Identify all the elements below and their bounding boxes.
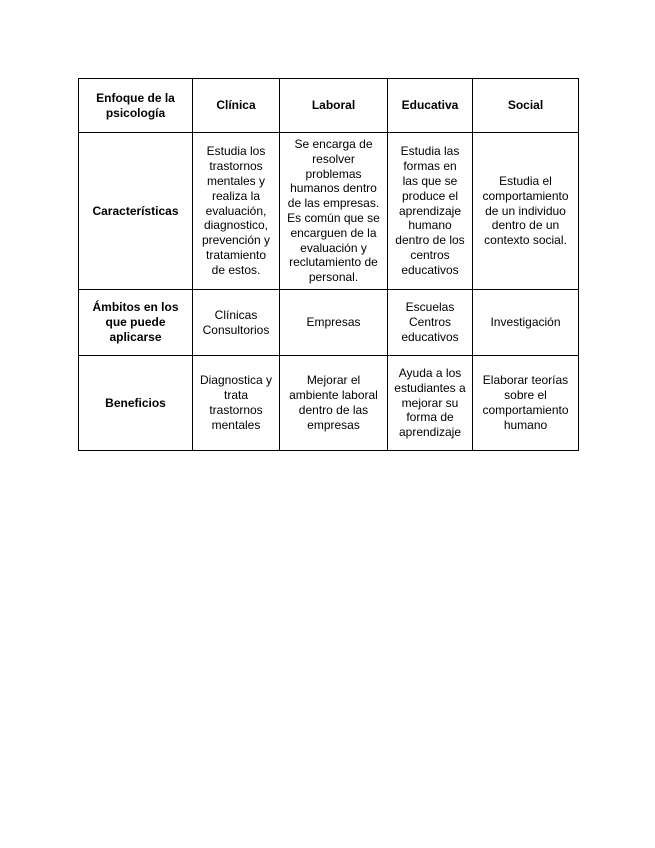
header-laboral: Laboral — [280, 79, 388, 133]
cell-caracteristicas-clinica — [193, 133, 280, 290]
cell-text-line: comportamiento — [482, 403, 569, 417]
cell-text-line: contexto social. — [484, 233, 567, 248]
cell-text-line: evaluación y — [300, 240, 367, 255]
cell-text-line: Elaborar teorías — [482, 373, 569, 388]
cell-caracteristicas-laboral — [280, 133, 388, 290]
cell-text-line: resolver — [312, 151, 355, 166]
cell-text-line: trastornos — [209, 159, 263, 174]
cell-text-line: empresas — [307, 417, 360, 432]
table-row-ambitos — [79, 290, 579, 356]
cell-text-line: Empresas — [306, 315, 361, 330]
cell-text-line: evaluación, — [205, 203, 267, 218]
cell-text-line: dentro de los — [395, 233, 465, 248]
cell-text-line: aprendizaje — [398, 203, 462, 218]
cell-text-line: de las empresas. — [287, 196, 380, 211]
cell-text-line: de estos. — [211, 262, 261, 277]
cell-text-line: ambiente laboral — [289, 388, 378, 403]
cell-text-line: Escuelas — [405, 300, 455, 315]
cell-text-line: formas en — [403, 159, 457, 174]
cell-text-line: centros — [410, 247, 450, 262]
cell-ambitos-educativa — [388, 290, 473, 356]
cell-text-line: Es común que se — [287, 211, 380, 225]
cell-ambitos-social — [473, 290, 579, 356]
cell-beneficios-educativa — [388, 356, 473, 451]
cell-text-line: las que se — [402, 174, 458, 188]
cell-text-line: prevención y — [201, 233, 271, 248]
cell-caracteristicas-social — [473, 133, 579, 290]
cell-beneficios-social — [473, 356, 579, 451]
cell-text-line: diagnostico, — [203, 218, 269, 233]
cell-text-line: Estudia las — [400, 144, 460, 159]
cell-text-line: produce el — [401, 188, 459, 203]
header-clinica: Clínica — [193, 79, 280, 133]
cell-text-line: educativos — [401, 329, 459, 344]
cell-text-line: humanos dentro — [290, 181, 377, 196]
cell-caracteristicas-educativa — [388, 133, 473, 290]
cell-text-line: encarguen de la — [290, 225, 377, 240]
row-label-beneficios: Beneficios — [79, 356, 193, 451]
cell-text-line: aprendizaje — [398, 425, 462, 440]
cell-text-line: reclutamiento de — [289, 255, 378, 270]
cell-text-line: de un individuo — [485, 203, 566, 218]
cell-text-line: mentales y — [206, 174, 266, 188]
cell-ambitos-clinica — [193, 290, 280, 356]
cell-text-line: problemas — [305, 166, 362, 181]
cell-text-line: mentales — [211, 417, 261, 432]
cell-text-line: mejorar su — [401, 395, 459, 410]
cell-text-line: Clínicas — [214, 307, 258, 322]
cell-text-line: Centros — [408, 315, 452, 330]
cell-text-line: educativos — [401, 262, 459, 277]
table-header-row — [79, 79, 579, 133]
cell-beneficios-clinica — [193, 356, 280, 451]
cell-text-line: realiza la — [211, 188, 261, 203]
cell-text-line: Consultorios — [202, 322, 270, 337]
header-educativa: Educativa — [388, 79, 473, 133]
cell-ambitos-laboral — [280, 290, 388, 356]
cell-text-line: Diagnostica y — [199, 373, 273, 388]
table-row-caracteristicas — [79, 133, 579, 290]
row-label-caracteristicas: Características — [79, 133, 193, 290]
cell-text-line: humano — [503, 417, 548, 432]
cell-text-line: humano — [408, 218, 452, 233]
table-row-beneficios — [79, 356, 579, 451]
cell-beneficios-laboral — [280, 356, 388, 451]
cell-text-line: dentro de las — [298, 403, 369, 417]
header-enfoque: Enfoque de la psicología — [79, 79, 193, 133]
cell-text-line: Estudia los — [206, 144, 266, 159]
cell-text-line: estudiantes a — [394, 380, 466, 395]
cell-text-line: tratamiento — [205, 247, 267, 262]
cell-text-line: Ayuda a los — [398, 366, 462, 380]
cell-text-line: sobre el — [504, 388, 547, 403]
header-social: Social — [473, 79, 579, 133]
cell-text-line: trastornos — [209, 403, 263, 417]
cell-text-line: Mejorar el — [306, 373, 361, 388]
cell-text-line: dentro de un — [491, 218, 560, 233]
cell-text-line: Investigación — [490, 315, 561, 330]
row-label-ambitos: Ámbitos en los que puede aplicarse — [79, 290, 193, 356]
cell-text-line: trata — [223, 388, 248, 403]
psychology-approaches-table — [78, 78, 579, 451]
cell-text-line: Se encarga de — [294, 137, 373, 152]
cell-text-line: comportamiento — [482, 188, 569, 203]
cell-text-line: forma de — [406, 410, 454, 425]
cell-text-line: Estudia el — [499, 174, 552, 188]
cell-text-line: personal. — [308, 270, 359, 285]
